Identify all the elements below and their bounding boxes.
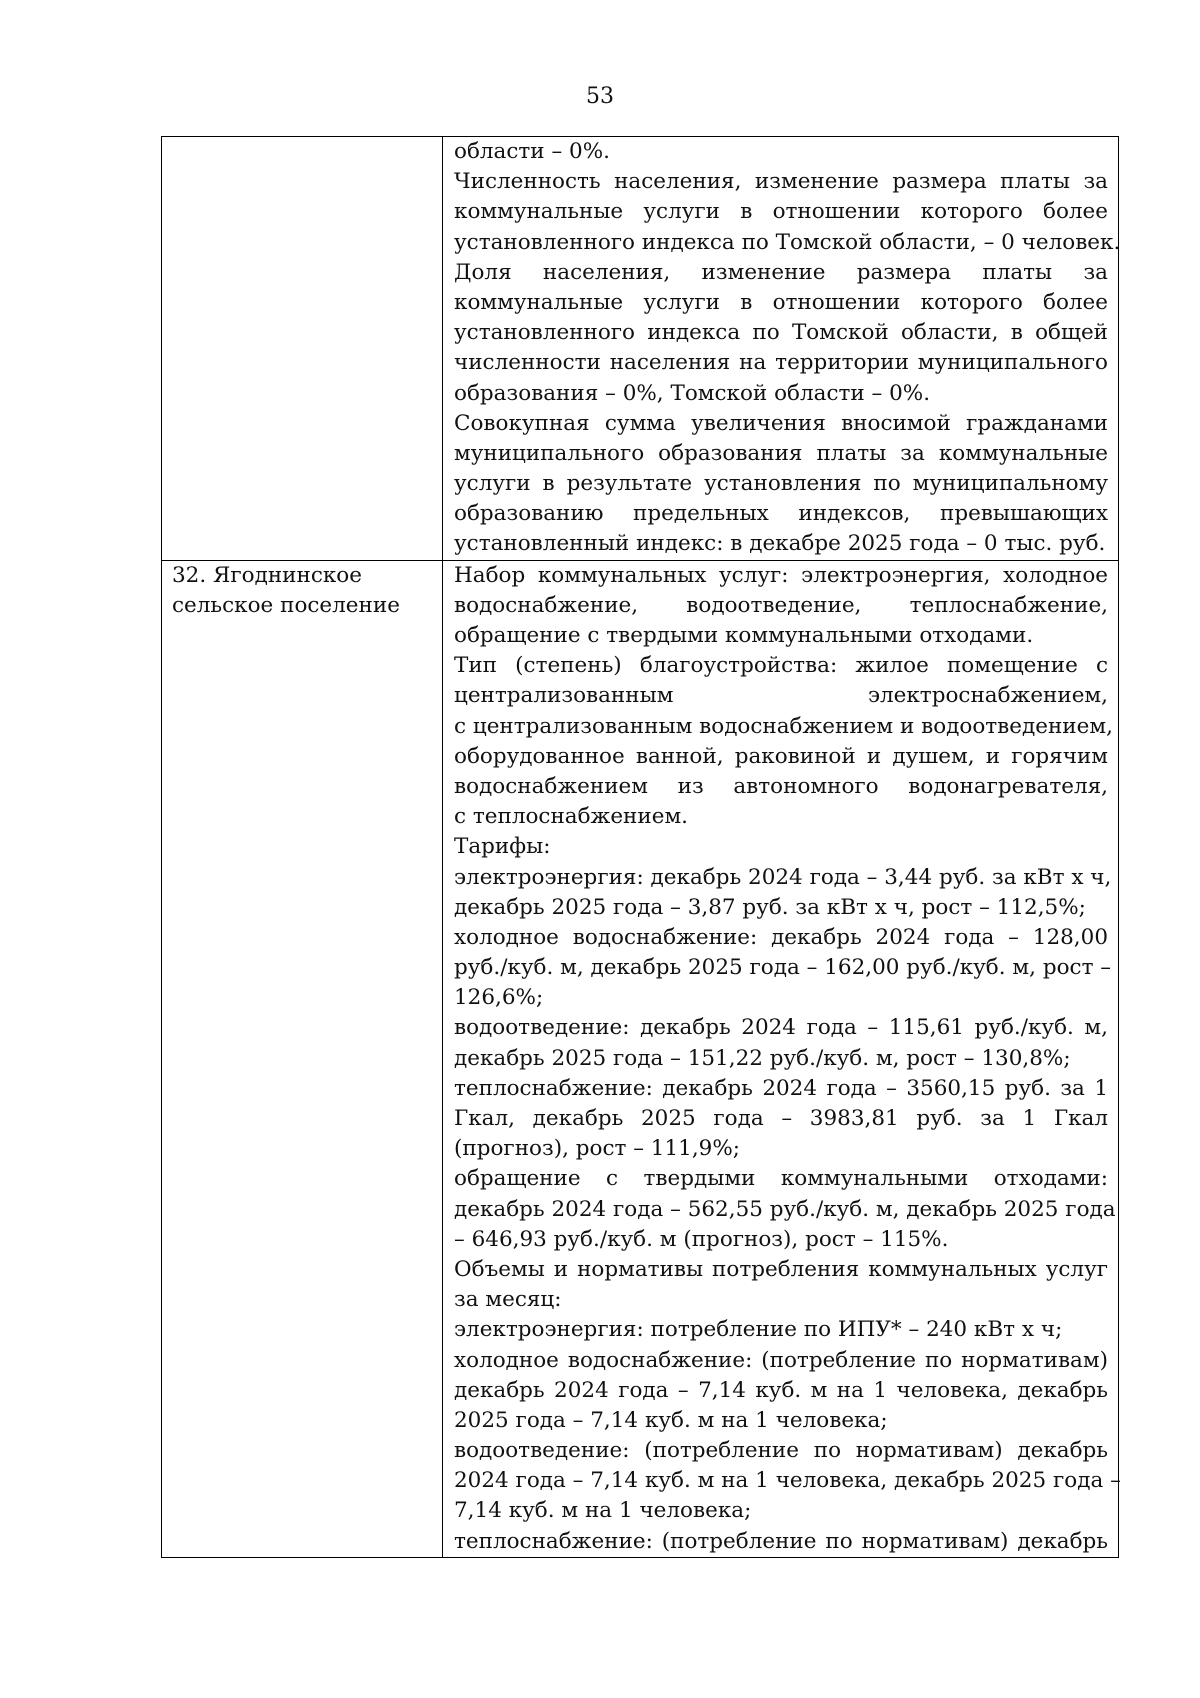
text-line: водоснабжением из автономного водонагревателя,	[454, 773, 1108, 799]
details-cell	[443, 137, 1119, 561]
text-line: 7,14 куб. м на 1 человека;	[454, 1498, 752, 1524]
paragraph	[454, 137, 1108, 167]
text-line: 126,6%;	[454, 985, 544, 1011]
paragraph	[454, 1315, 1108, 1345]
text-line: водоотведение: декабрь 2024 года – 115,61 руб./куб. м,	[454, 1015, 1108, 1041]
text-line: декабрь 2025 года – 151,22 руб./куб. м, рост – 130,8%;	[454, 1045, 1071, 1071]
details-cell	[443, 560, 1119, 1557]
text-line: – 646,93 руб./куб. м (прогноз), рост – 115%.	[454, 1226, 949, 1252]
municipality-name-line: 32. Ягоднинское	[172, 562, 362, 588]
text-line: с теплоснабжением.	[454, 804, 689, 830]
text-line: образования – 0%, Томской области – 0%.	[454, 380, 931, 406]
text-line: электроэнергия: декабрь 2024 года – 3,44 руб. за кВт х ч,	[454, 864, 1112, 890]
text-line: централизованным электроснабжением,	[454, 683, 1108, 709]
page-number: 53	[586, 84, 614, 109]
paragraph	[454, 1255, 1108, 1315]
paragraph	[454, 167, 1121, 258]
paragraph	[454, 1346, 1108, 1437]
document-table	[161, 136, 1119, 1558]
text-line: области – 0%.	[454, 139, 610, 164]
text-line: обращение с твердыми коммунальными отходами.	[454, 623, 1034, 648]
paragraph	[454, 1164, 1116, 1255]
text-line: численности населения на территории муниципального	[454, 350, 1108, 376]
text-line: услуги в результате установления по муниципальному	[454, 471, 1108, 497]
table-row	[162, 560, 1119, 1557]
text-line: установленный индекс: в декабре 2025 года – 0 тыс. руб.	[454, 531, 1106, 557]
text-line: теплоснабжение: декабрь 2024 года – 3560,15 руб. за 1	[454, 1075, 1108, 1101]
text-line: коммунальные услуги в отношении которого более	[454, 289, 1108, 315]
text-line: электроэнергия: потребление по ИПУ* – 240 кВт х ч;	[454, 1317, 1063, 1343]
text-line: руб./куб. м, декабрь 2025 года – 162,00 руб./куб. м, рост –	[454, 955, 1112, 981]
text-line: установленного индекса по Томской области, в общей	[454, 320, 1108, 346]
text-line: муниципального образования платы за коммунальные	[454, 440, 1108, 466]
paragraph	[454, 651, 1113, 832]
paragraph	[454, 1436, 1121, 1527]
paragraph	[454, 1074, 1108, 1165]
text-line: Тарифы:	[454, 834, 551, 860]
text-line: обращение с твердыми коммунальными отходами:	[454, 1166, 1108, 1192]
text-line: водоотведение: (потребление по нормативам) декабрь	[454, 1438, 1108, 1464]
text-line: Доля населения, изменение размера платы за	[454, 259, 1108, 285]
municipality-cell	[162, 560, 443, 1557]
paragraph	[454, 832, 1108, 862]
paragraph	[454, 1527, 1108, 1557]
text-line: оборудованное ванной, раковиной и душем, и горячим	[454, 743, 1108, 769]
text-line: коммунальные услуги в отношении которого более	[454, 199, 1108, 225]
text-line: образованию предельных индексов, превышающих	[454, 501, 1108, 527]
text-line: (прогноз), рост – 111,9%;	[454, 1136, 741, 1162]
paragraph	[454, 409, 1108, 560]
text-line: декабрь 2025 года – 3,87 руб. за кВт х ч, рост – 112,5%;	[454, 894, 1086, 920]
text-line: установленного индекса по Томской области, – 0 человек.	[454, 229, 1121, 255]
text-line: холодное водоснабжение: декабрь 2024 года – 128,00	[454, 924, 1108, 950]
paragraph	[454, 1013, 1108, 1073]
text-line: 2025 года – 7,14 куб. м на 1 человека;	[454, 1407, 888, 1433]
text-line: декабрь 2024 года – 562,55 руб./куб. м, декабрь 2025 года	[454, 1196, 1116, 1222]
text-line: Набор коммунальных услуг: электроэнергия, холодное	[454, 562, 1108, 588]
text-line: декабрь 2024 года – 7,14 куб. м на 1 человека, декабрь	[454, 1377, 1108, 1403]
text-line: теплоснабжение: (потребление по нормативам) декабрь	[454, 1528, 1108, 1554]
text-line: Численность населения, изменение размера платы за	[454, 169, 1108, 195]
text-line: Совокупная сумма увеличения вносимой гражданами	[454, 410, 1108, 436]
text-line: с централизованным водоснабжением и водоотведением,	[454, 713, 1113, 739]
paragraph	[454, 923, 1112, 1014]
text-line: 2024 года – 7,14 куб. м на 1 человека, декабрь 2025 года –	[454, 1468, 1121, 1494]
table-row	[162, 137, 1119, 561]
paragraph	[454, 258, 1108, 409]
paragraph	[454, 561, 1108, 652]
municipality-cell	[162, 137, 443, 561]
text-line: холодное водоснабжение: (потребление по нормативам)	[454, 1347, 1108, 1373]
paragraph	[454, 863, 1112, 923]
text-line: водоснабжение, водоотведение, теплоснабжение,	[454, 592, 1108, 618]
text-line: за месяц:	[454, 1287, 562, 1313]
municipality-name-line: сельское поселение	[172, 592, 400, 618]
text-line: Тип (степень) благоустройства: жилое помещение с	[454, 653, 1108, 679]
text-line: Объемы и нормативы потребления коммунальных услуг	[454, 1256, 1108, 1282]
text-line: Гкал, декабрь 2025 года – 3983,81 руб. за 1 Гкал	[454, 1106, 1108, 1131]
